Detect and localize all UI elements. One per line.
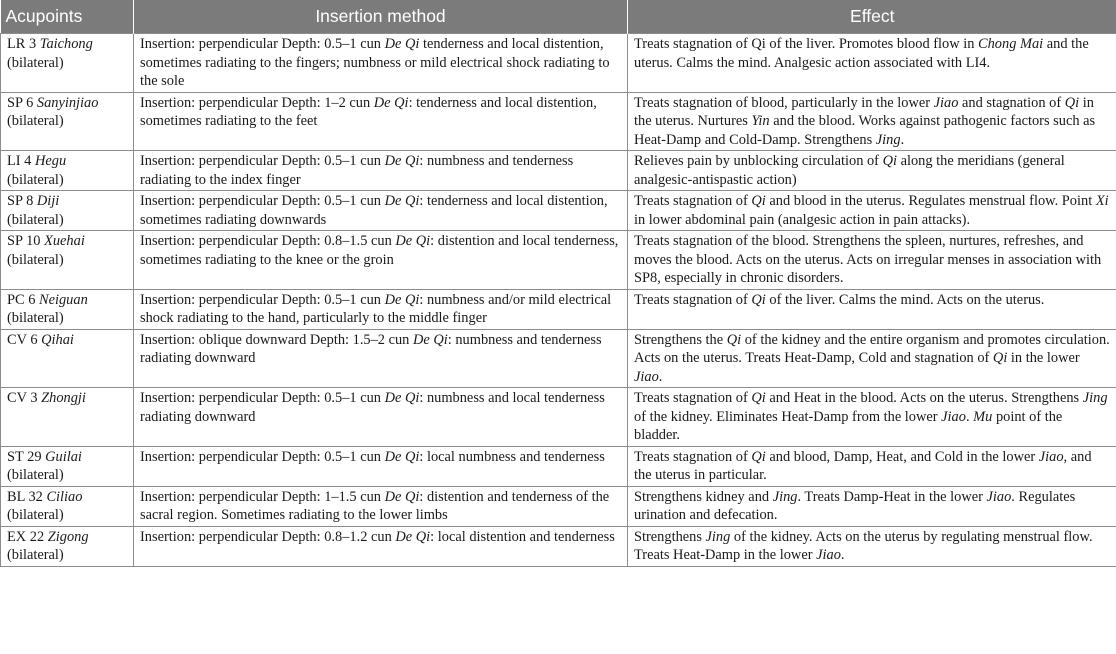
insertion-method-cell: Insertion: oblique downward Depth: 1.5–2 cun De Qi: numbness and tenderness radiating downward xyxy=(134,329,628,388)
table-row xyxy=(1,231,1116,290)
table-row xyxy=(1,289,1116,329)
insertion-method-cell: Insertion: perpendicular Depth: 0.5–1 cun De Qi: numbness and tenderness radiating to the index finger xyxy=(134,151,628,191)
insertion-method-cell: Insertion: perpendicular Depth: 0.5–1 cun De Qi: tenderness and local distention, sometimes radiating downwards xyxy=(134,191,628,231)
acupoint-cell: PC 6 Neiguan (bilateral) xyxy=(1,289,134,329)
effect-cell: Treats stagnation of blood, particularly in the lower Jiao and stagnation of Qi in the uterus. Nurtures Yin and the blood. Works against pathogenic factors such as Heat-Damp and Cold-Damp. Strengthens Jing. xyxy=(628,92,1116,151)
table-row xyxy=(1,526,1116,566)
table-header xyxy=(1,0,1116,34)
header-acupoints: Acupoints xyxy=(1,0,134,34)
table-row xyxy=(1,486,1116,526)
insertion-method-cell: Insertion: perpendicular Depth: 0.8–1.2 cun De Qi: local distention and tenderness xyxy=(134,526,628,566)
insertion-method-cell: Insertion: perpendicular Depth: 1–1.5 cun De Qi: distention and tenderness of the sacral region. Sometimes radiating to the lower limbs xyxy=(134,486,628,526)
table-row xyxy=(1,92,1116,151)
table-row xyxy=(1,191,1116,231)
insertion-method-cell: Insertion: perpendicular Depth: 0.5–1 cun De Qi: numbness and local tenderness radiating downward xyxy=(134,388,628,447)
insertion-method-cell: Insertion: perpendicular Depth: 0.5–1 cun De Qi: local numbness and tenderness xyxy=(134,446,628,486)
table-row xyxy=(1,34,1116,93)
effect-cell: Treats stagnation of the blood. Strengthens the spleen, nurtures, refreshes, and moves the blood. Acts on the uterus. Acts on irregular menses in association with SP8, especially in chronic disorders. xyxy=(628,231,1116,290)
effect-cell: Strengthens kidney and Jing. Treats Damp-Heat in the lower Jiao. Regulates urination and defecation. xyxy=(628,486,1116,526)
header-insertion-method: Insertion method xyxy=(134,0,628,34)
acupoint-cell: BL 32 Ciliao (bilateral) xyxy=(1,486,134,526)
effect-cell: Strengthens the Qi of the kidney and the entire organism and promotes circulation. Acts on the uterus. Treats Heat-Damp, Cold and stagnation of Qi in the lower Jiao. xyxy=(628,329,1116,388)
insertion-method-cell: Insertion: perpendicular Depth: 0.5–1 cun De Qi tenderness and local distention, sometimes radiating to the fingers; numbness or mild electrical shock radiating to the sole xyxy=(134,34,628,93)
effect-cell: Treats stagnation of Qi and Heat in the blood. Acts on the uterus. Strengthens Jing of the kidney. Eliminates Heat-Damp from the lower Jiao. Mu point of the bladder. xyxy=(628,388,1116,447)
acupoint-cell: SP 8 Diji (bilateral) xyxy=(1,191,134,231)
effect-cell: Strengthens Jing of the kidney. Acts on the uterus by regulating menstrual flow. Treats Heat-Damp in the lower Jiao. xyxy=(628,526,1116,566)
acupoint-cell: EX 22 Zigong (bilateral) xyxy=(1,526,134,566)
acupoint-cell: ST 29 Guilai (bilateral) xyxy=(1,446,134,486)
insertion-method-cell: Insertion: perpendicular Depth: 0.5–1 cun De Qi: numbness and/or mild electrical shock radiating to the hand, particularly to the middle finger xyxy=(134,289,628,329)
insertion-method-cell: Insertion: perpendicular Depth: 1–2 cun De Qi: tenderness and local distention, sometimes radiating to the feet xyxy=(134,92,628,151)
table-row xyxy=(1,151,1116,191)
acupoint-cell: CV 3 Zhongji xyxy=(1,388,134,447)
acupoint-cell: LR 3 Taichong (bilateral) xyxy=(1,34,134,93)
acupoint-cell: SP 6 Sanyinjiao (bilateral) xyxy=(1,92,134,151)
table-body xyxy=(1,34,1116,567)
table-row xyxy=(1,446,1116,486)
effect-cell: Relieves pain by unblocking circulation of Qi along the meridians (general analgesic-antispastic action) xyxy=(628,151,1116,191)
table-row xyxy=(1,329,1116,388)
effect-cell: Treats stagnation of Qi of the liver. Promotes blood flow in Chong Mai and the uterus. Calms the mind. Analgesic action associated with LI4. xyxy=(628,34,1116,93)
acupoint-cell: SP 10 Xuehai (bilateral) xyxy=(1,231,134,290)
effect-cell: Treats stagnation of Qi and blood in the uterus. Regulates menstrual flow. Point Xi in lower abdominal pain (analgesic action in pain attacks). xyxy=(628,191,1116,231)
acupoint-cell: LI 4 Hegu (bilateral) xyxy=(1,151,134,191)
effect-cell: Treats stagnation of Qi and blood, Damp, Heat, and Cold in the lower Jiao, and the uterus in particular. xyxy=(628,446,1116,486)
table-row xyxy=(1,388,1116,447)
header-effect: Effect xyxy=(628,0,1116,34)
effect-cell: Treats stagnation of Qi of the liver. Calms the mind. Acts on the uterus. xyxy=(628,289,1116,329)
header-row xyxy=(1,0,1116,34)
acupoint-cell: CV 6 Qihai xyxy=(1,329,134,388)
insertion-method-cell: Insertion: perpendicular Depth: 0.8–1.5 cun De Qi: distention and local tenderness, sometimes radiating to the knee or the groin xyxy=(134,231,628,290)
